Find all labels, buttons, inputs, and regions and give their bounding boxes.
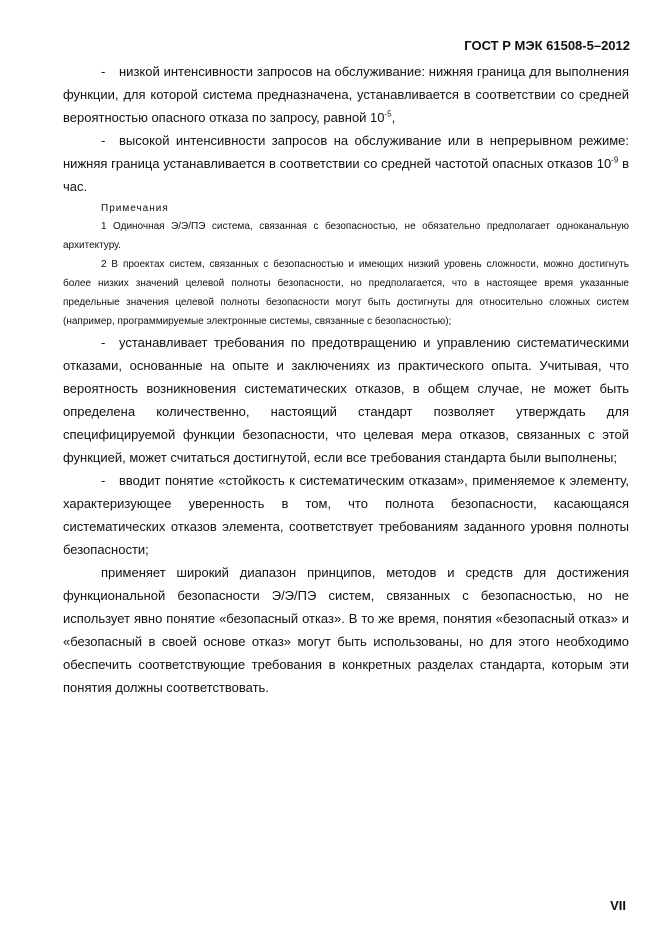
list-dash: -	[101, 133, 106, 148]
paragraph-low-demand	[63, 60, 629, 129]
list-dash: -	[101, 64, 106, 79]
paragraph-systematic-failures	[63, 331, 629, 469]
standard-header: ГОСТ Р МЭК 61508-5–2012	[464, 38, 630, 53]
low-demand-text: низкой интенсивности запросов на обслуживание: нижняя граница для выполнения функции, для которой система предназначена, устанавливается в соответствии со средней вероятностью опасного отказа по запросу, равной 10	[63, 64, 629, 125]
paragraph-safe-failure: применяет широкий диапазон принципов, методов и средств для достижения функциональной безопасности Э/Э/ПЭ систем, связанных с безопасностью, но не использует явно понятие «безопасный отказ». В то же время, понятия «безопасный отказ» и «безопасный в своей основе отказ» могут быть использованы, но для этого необходимо обеспечить соответствующие требования в конкретных разделах стандарта, которым эти понятия должны соответствовать.	[63, 565, 629, 695]
high-demand-tail: в час.	[63, 156, 629, 194]
list-dash: -	[101, 335, 106, 350]
notes-title: Примечания	[101, 203, 169, 214]
systematic-failures-text: устанавливает требования по предотвращению и управлению систематическими отказами, основанные на опыте и заключениях из практического опыта. Учитывая, что вероятность возникновения систематических отказов, в общем случае, не может быть определена количественно, настоящий стандарт позволяет утверждать для специфицируемой функции безопасности, что целевая мера отказов, связанных с этой функцией, может считаться достигнутой, если все требования стандарта были выполнены;	[63, 335, 629, 465]
note-2: 2 В проектах систем, связанных с безопасностью и имеющих низкий уровень сложности, можно достигнуть более низких значений целевой полноты безопасности, но предполагается, что в настоящее время указанные предельные значения целевой полноты безопасности могут быть достигнуты для относительно сложных систем (например, программируемые электронные системы, связанные с безопасностью);	[63, 259, 629, 327]
exponent: -9	[611, 155, 619, 165]
note-1: 1 Одиночная Э/Э/ПЭ система, связанная с безопасностью, не обязательно предполагает одноканальную архитектуру.	[63, 221, 629, 251]
low-demand-tail: ,	[391, 110, 396, 125]
paragraph-high-demand	[63, 129, 629, 198]
page-number: VII	[610, 898, 626, 913]
systematic-capability-text: вводит понятие «стойкость к систематическим отказам», применяемое к элементу, характеризующее уверенность в том, что полнота безопасности, касающаяся систематических отказов элемента, соответствует требованиям заданного уровня полноты безопасности;	[63, 473, 629, 557]
high-demand-text: высокой интенсивности запросов на обслуживание или в непрерывном режиме: нижняя граница устанавливается в соответствии со средней частотой опасных отказов 10	[63, 133, 629, 171]
document-body	[63, 60, 629, 699]
exponent: -5	[384, 109, 392, 119]
paragraph-systematic-capability	[63, 469, 629, 561]
list-dash: -	[101, 473, 106, 488]
